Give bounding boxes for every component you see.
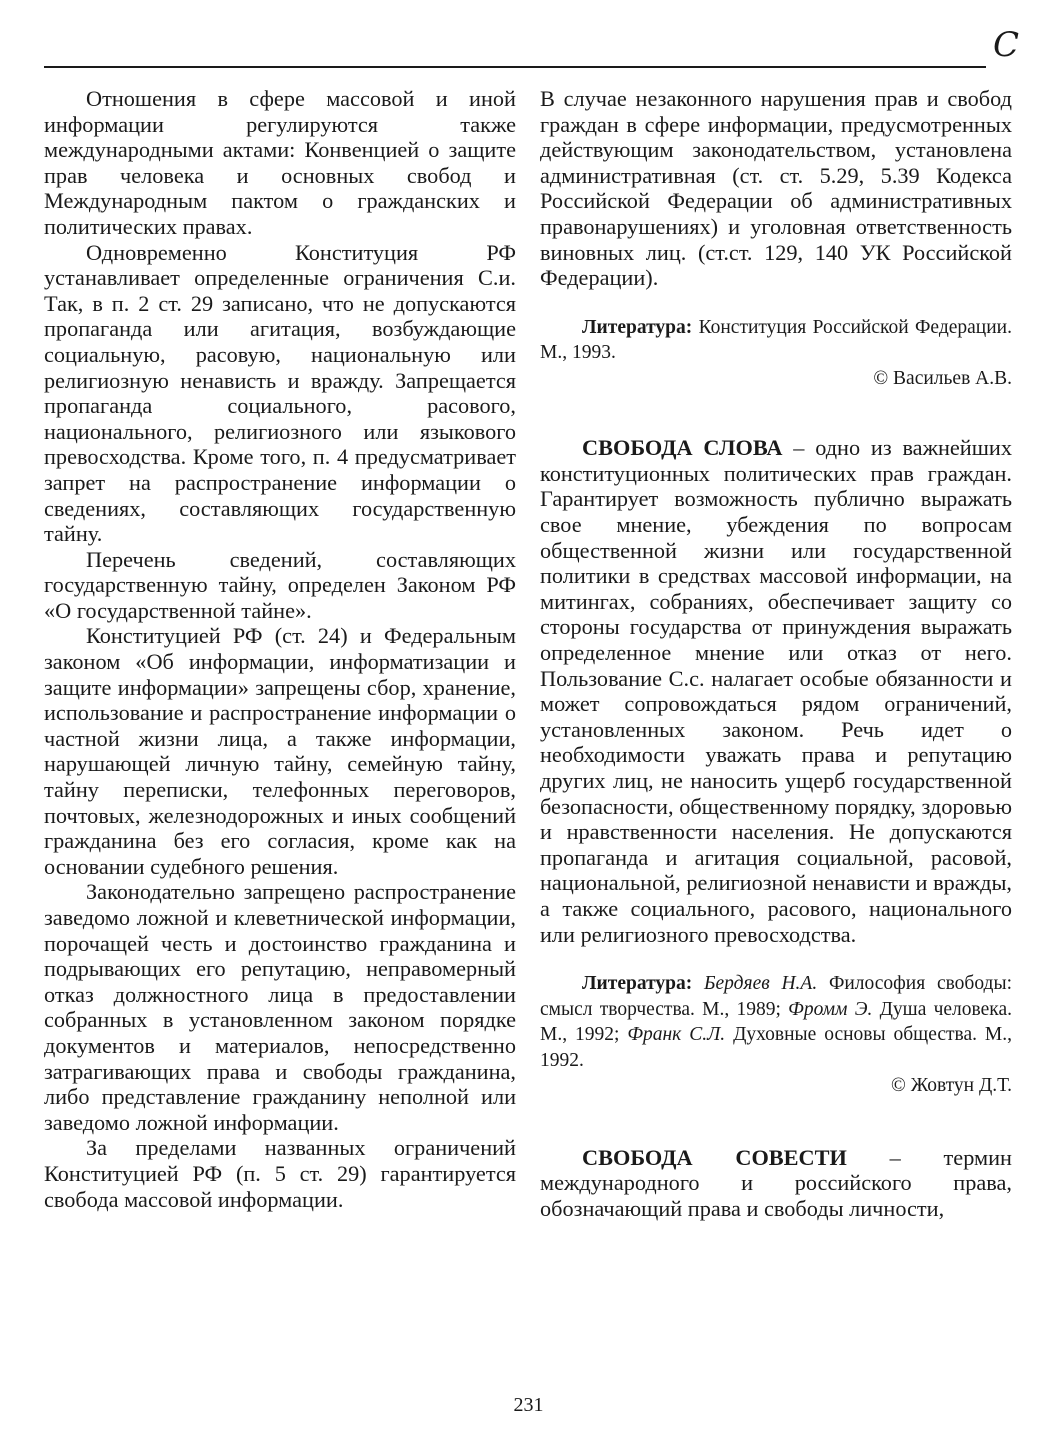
literature-author: Франк С.Л. xyxy=(627,1024,726,1046)
literature-text: Конституция Российской Федерации. М., 1993. xyxy=(540,316,1012,364)
paragraph: Отношения в сфере массовой и иной информации регулируются также международными актами: Конвенцией о защите прав человека и основных свобод и Международным пактом о гражданских и политических правах. xyxy=(44,86,516,239)
left-column xyxy=(44,86,516,1212)
section-letter: С xyxy=(993,25,1020,65)
literature-block xyxy=(540,315,1012,366)
entry-term: СВОБОДА СЛОВА xyxy=(582,435,783,461)
right-column xyxy=(540,86,1012,1221)
literature-text: Душа человека. М., 1992; xyxy=(540,998,1012,1046)
literature-author: Фромм Э. xyxy=(788,998,873,1020)
paragraph: Одновременно Конституция РФ устанавливает определенные ограничения С.и. Так, в п. 2 ст. 29 записано, что не допускаются пропаганда или агитация, возбуждающие социальную, расовую, национальную или религиозную ненависть и вражду. Запрещается пропаганда социального, расового, национального, религиозного или языкового превосходства. Кроме того, п. 4 предусматривает запрет на распространение информации о сведениях, составляющих государственную тайну. xyxy=(44,239,516,547)
paragraph: Перечень сведений, составляющих государственную тайну, определен Законом РФ «О государственной тайне». xyxy=(44,546,516,623)
literature-author: Бердяев Н.А. xyxy=(704,973,818,995)
literature-label: Литература: xyxy=(582,316,693,338)
literature-block xyxy=(540,971,1012,1073)
literature-text: Философия свободы: смысл творчества. М., 1989; xyxy=(540,973,1012,1020)
paragraph: Конституцией РФ (ст. 24) и Федеральным законом «Об информации, информатизации и защите информации» запрещены сбор, хранение, использование и распространение информации о частной жизни лица, а также информации, нарушающей личную тайну, семейную тайну, тайну переписки, телефонных переговоров, почтовых, железнодорожных и иных сообщений гражданина без его согласия, кроме как на основании судебного решения. xyxy=(44,623,516,879)
literature-label: Литература: xyxy=(582,973,693,995)
entry-term: СВОБОДА СОВЕСТИ xyxy=(582,1144,847,1170)
entry-text: – одно из важнейших конституционных политических прав граждан. Гарантирует возможность публично выражать свое мнение, убеждения по вопросам общественной жизни или государственной политики в средствах массовой информации, на митингах, собраниях, обеспечивает защиту со стороны государства от принуждения выражать определенное мнение или отказ от него. Пользование С.с. налагает особые обязанности и может сопровождаться рядом ограничений, установленных законом. Речь идет о необходимости уважать права и репутацию других лиц, не наносить ущерб государственной безопасности, общественному порядку, здоровью и нравственности населения. Не допускаются пропаганда и агитация социальной, расовой, национальной, религиозной ненависти и вражды, а также социального, расового, национального или религиозного превосходства. xyxy=(540,435,1012,947)
paragraph: Законодательно запрещено распространение заведомо ложной и клеветнической информации, порочащей честь и достоинство гражданина и подрывающих его репутацию, неправомерный отказ должностного лица в предоставлении собранных в установленном законом порядке документов и материалов, непосредственно затрагивающих права и свободы гражданина, либо представление гражданину неполной или заведомо ложной информации. xyxy=(44,879,516,1135)
header-rule xyxy=(44,66,986,68)
entry-text: – термин международного и российского права, обозначающий права и свободы личности, xyxy=(540,1144,1012,1221)
page-number: 231 xyxy=(513,1394,544,1416)
author-signature: © Жовтун Д.Т. xyxy=(891,1075,1012,1097)
literature-text: Духовные основы общества. М., 1992. xyxy=(540,1024,1012,1071)
author-signature: © Васильев А.В. xyxy=(873,367,1012,389)
paragraph: За пределами названных ограничений Конституцией РФ (п. 5 ст. 29) гарантируется свобода массовой информации. xyxy=(44,1135,516,1212)
continuation-paragraph: В случае незаконного нарушения прав и свобод граждан в сфере информации, предусмотренных действующим законодательством, установлена административная (ст. ст. 5.29, 5.39 Кодекса Российской Федерации об административных правонарушениях) и уголовная ответственность виновных лиц. (ст.ст. 129, 140 УК Российской Федерации). xyxy=(540,86,1012,291)
entry-svoboda-slova xyxy=(540,435,1012,947)
entry-svoboda-sovesti xyxy=(540,1145,1012,1222)
